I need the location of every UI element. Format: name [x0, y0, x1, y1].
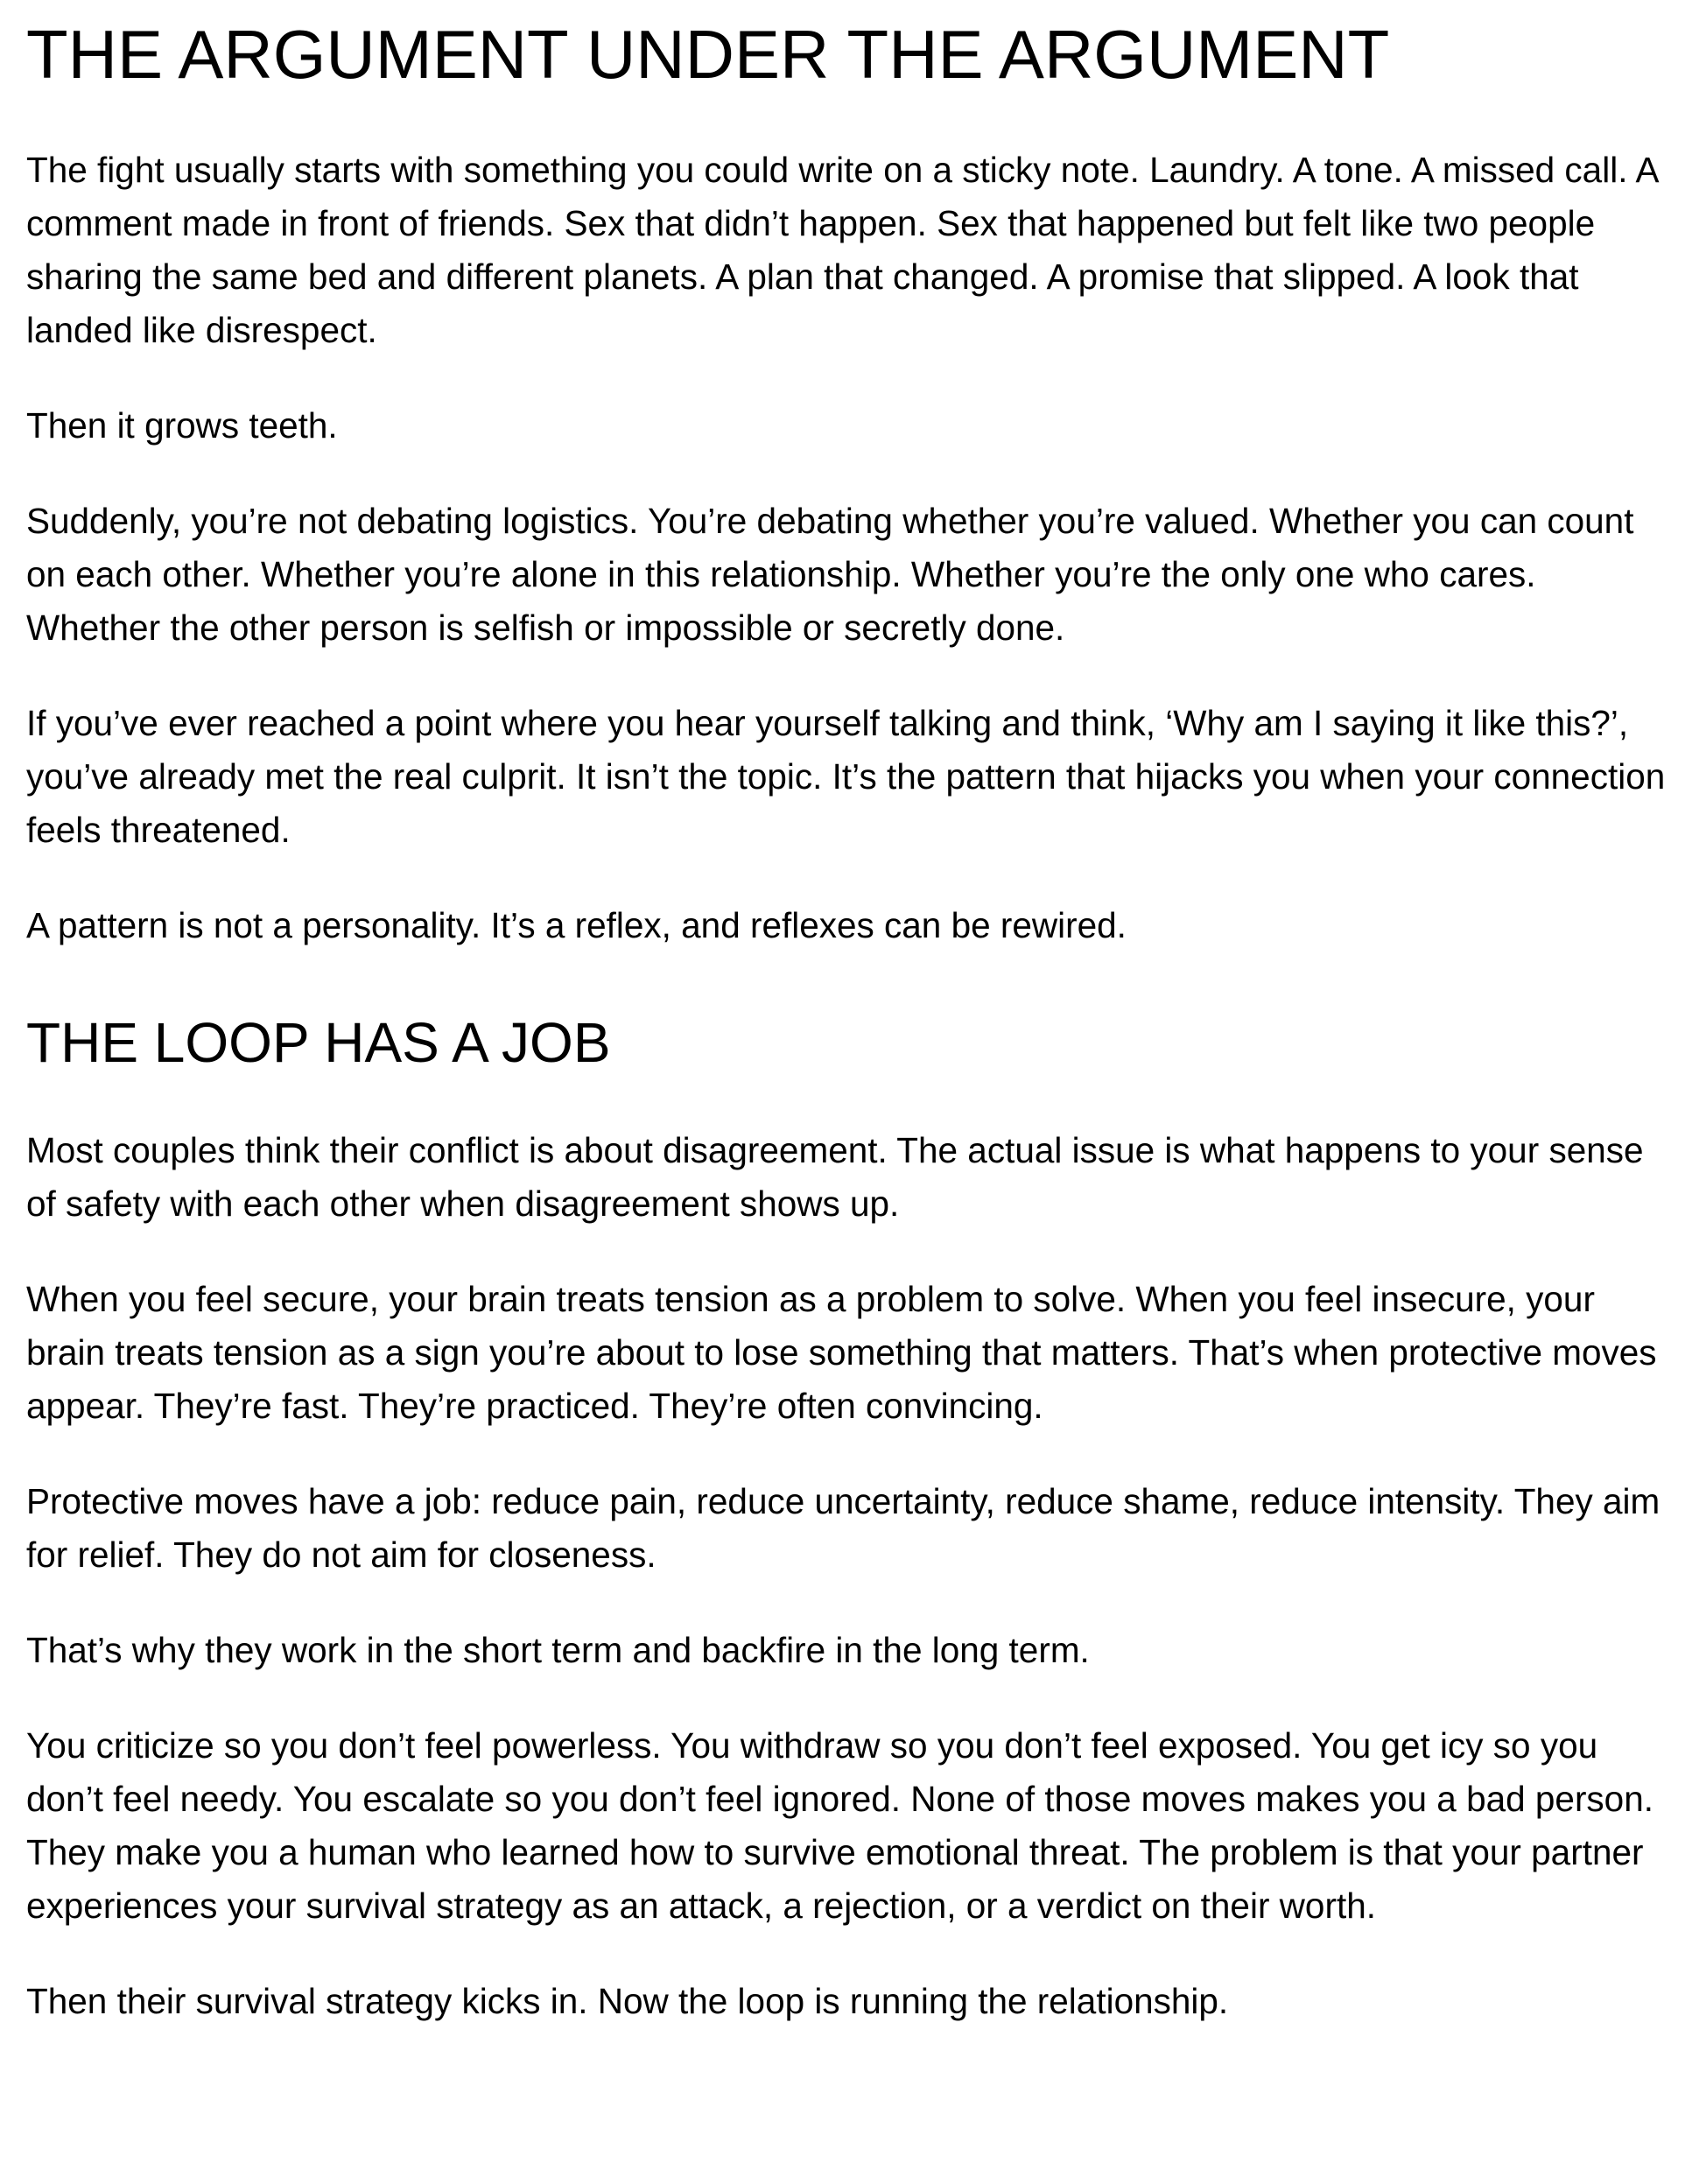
paragraph: When you feel secure, your brain treats tension as a problem to solve. When you feel insecure, your brain treats tension as a sign you’re about to lose something that matters. That’s when protective moves appear. They’re fast. They’re practiced. They’re often convincing. [26, 1279, 1657, 1426]
paragraph: Suddenly, you’re not debating logistics. You’re debating whether you’re valued. Whether you can count on each other. Whether you’re alone in this relationship. Whether you’re the only one who cares. Whether the other person is selfish or impossible or secretly done. [26, 501, 1634, 648]
paragraph: If you’ve ever reached a point where you hear yourself talking and think, ‘Why am I saying it like this?’, you’ve already met the real culprit. It isn’t the topic. It’s the pattern that hijacks you when your connection feels threatened. [26, 703, 1666, 850]
paragraph: You criticize so you don’t feel powerless. You withdraw so you don’t feel exposed. You get icy so you don’t feel needy. You escalate so you don’t feel ignored. None of those moves makes you a bad person. They make you a human who learned how to survive emotional threat. The problem is that your partner experiences your survival strategy as an attack, a rejection, or a verdict on their worth. [26, 1725, 1653, 1926]
paragraph: The fight usually starts with something you could write on a sticky note. Laundry. A tone. A missed call. A comment made in front of friends. Sex that didn’t happen. Sex that happened but felt like two people sharing the same bed and different planets. A plan that changed. A promise that slipped. A look that landed like disrespect. [26, 150, 1658, 350]
section-heading-loop: THE LOOP HAS A JOB [26, 1011, 611, 1074]
paragraph: Protective moves have a job: reduce pain, reduce uncertainty, reduce shame, reduce intensity. They aim for relief. They do not aim for closeness. [26, 1481, 1660, 1575]
paragraph: Then it grows teeth. [26, 405, 338, 446]
section-heading-argument: THE ARGUMENT UNDER THE ARGUMENT [26, 16, 1390, 93]
paragraph: Then their survival strategy kicks in. Now the loop is running the relationship. [26, 1981, 1229, 2021]
paragraph: Most couples think their conflict is about disagreement. The actual issue is what happens to your sense of safety with each other when disagreement shows up. [26, 1130, 1644, 1224]
paragraph: That’s why they work in the short term and backfire in the long term. [26, 1630, 1090, 1670]
paragraph: A pattern is not a personality. It’s a reflex, and reflexes can be rewired. [26, 905, 1127, 945]
